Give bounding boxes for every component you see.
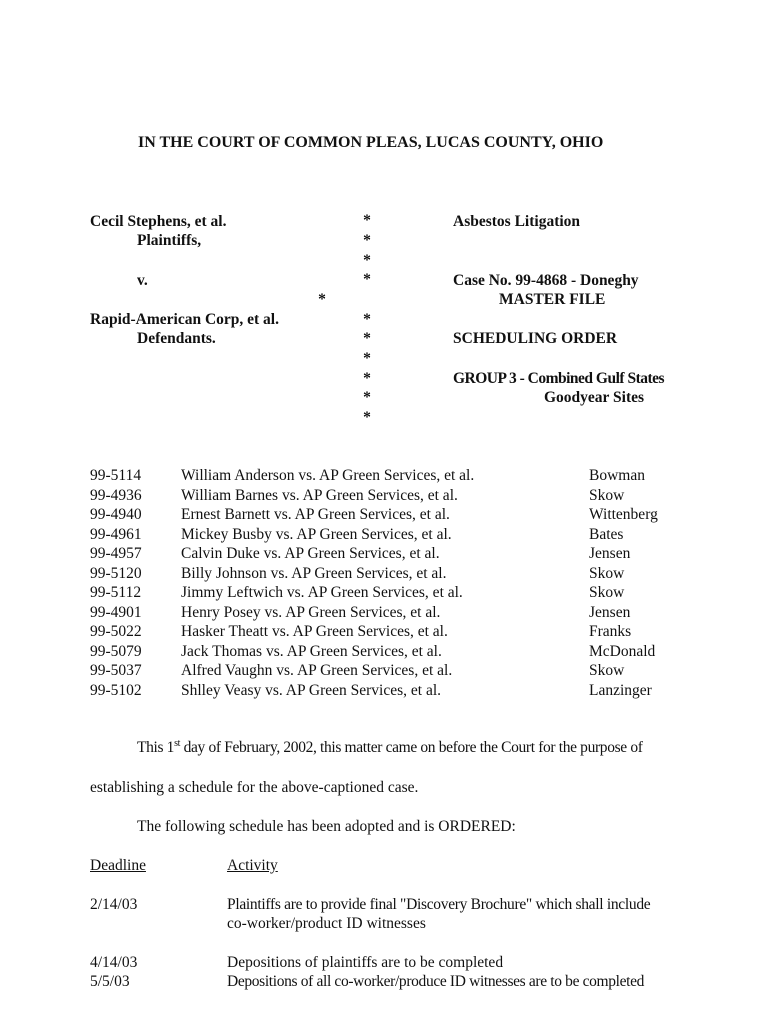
- order-paragraph-line-2: establishing a schedule for the above-captioned case.: [90, 779, 419, 796]
- case-row: [90, 682, 770, 702]
- schedule-date: 5/5/03: [90, 973, 130, 990]
- master-file-label: MASTER FILE: [499, 291, 606, 308]
- schedule-activity: Depositions of all co-worker/produce ID witnesses are to be completed: [227, 973, 645, 990]
- case-row: [90, 467, 770, 487]
- plaintiff-role: Plaintiffs,: [137, 232, 202, 249]
- case-title-cell: Ernest Barnett vs. AP Green Services, et al.: [181, 506, 450, 523]
- case-row: [90, 526, 770, 546]
- defendant-name: Rapid-American Corp, et al.: [90, 311, 279, 328]
- caption-star: *: [363, 409, 371, 426]
- caption-star: *: [363, 311, 371, 328]
- case-title-cell: Alfred Vaughn vs. AP Green Services, et al.: [181, 662, 453, 679]
- group-line-2: Goodyear Sites: [544, 389, 645, 406]
- caption-star: *: [363, 350, 371, 367]
- order-date-text: This 1: [137, 739, 175, 756]
- judge-cell: Skow: [589, 486, 625, 504]
- deadline-header: Deadline: [90, 857, 146, 874]
- versus-label: v.: [137, 272, 148, 289]
- caption-star: *: [318, 291, 326, 308]
- case-title-cell: William Barnes vs. AP Green Services, et al.: [181, 486, 458, 504]
- case-row: [90, 545, 770, 565]
- case-number-cell: 99-4957: [90, 545, 142, 562]
- case-number-cell: 99-4961: [90, 525, 142, 543]
- case-number-cell: 99-4936: [90, 486, 142, 504]
- case-number-cell: 99-4901: [90, 603, 142, 621]
- case-row: [90, 643, 770, 663]
- case-title-cell: Calvin Duke vs. AP Green Services, et al.: [181, 545, 440, 562]
- case-number-cell: 99-5102: [90, 681, 142, 699]
- case-row: [90, 487, 770, 507]
- case-title-cell: Hasker Theatt vs. AP Green Services, et al.: [181, 623, 448, 640]
- case-row: [90, 623, 770, 643]
- case-number-cell: 99-5112: [90, 584, 142, 601]
- court-title: IN THE COURT OF COMMON PLEAS, LUCAS COUNTY, OHIO: [138, 134, 604, 151]
- case-row: [90, 565, 770, 585]
- order-paragraph-line-1: [137, 739, 643, 757]
- case-title-cell: Billy Johnson vs. AP Green Services, et al.: [181, 564, 447, 582]
- judge-cell: Franks: [589, 623, 632, 640]
- caption-star: *: [363, 271, 371, 288]
- caption-star: *: [363, 232, 371, 249]
- case-row: [90, 604, 770, 624]
- case-number-cell: 99-5022: [90, 623, 142, 640]
- case-title-cell: Jack Thomas vs. AP Green Services, et al.: [181, 642, 442, 660]
- caption-star: *: [363, 252, 371, 269]
- caption-star: *: [363, 389, 371, 406]
- schedule-activity: Depositions of plaintiffs are to be completed: [227, 954, 504, 971]
- judge-cell: McDonald: [589, 642, 656, 660]
- judge-cell: Jensen: [589, 603, 631, 621]
- order-title: SCHEDULING ORDER: [453, 330, 618, 347]
- caption-star: *: [363, 370, 371, 387]
- case-title-cell: William Anderson vs. AP Green Services, et al.: [181, 467, 475, 484]
- schedule-intro: The following schedule has been adopted and is ORDERED:: [137, 818, 516, 835]
- case-number-cell: 99-5114: [90, 467, 142, 484]
- case-title-cell: Henry Posey vs. AP Green Services, et al.: [181, 603, 441, 621]
- case-title-cell: Shlley Veasy vs. AP Green Services, et al.: [181, 681, 442, 699]
- caption-star: *: [363, 330, 371, 347]
- judge-cell: Wittenberg: [589, 506, 658, 523]
- case-number-cell: 99-5079: [90, 642, 142, 660]
- group-line-1: GROUP 3 - Combined Gulf States: [453, 370, 665, 387]
- judge-cell: Skow: [589, 564, 625, 582]
- ordinal-suffix: st: [174, 738, 181, 749]
- schedule-activity: Plaintiffs are to provide final "Discovery Brochure" which shall include: [227, 896, 651, 913]
- plaintiff-name: Cecil Stephens, et al.: [90, 213, 227, 230]
- case-row: [90, 662, 770, 682]
- case-number: Case No. 99-4868 - Doneghy: [453, 272, 639, 289]
- judge-cell: Lanzinger: [589, 681, 652, 699]
- schedule-date: 2/14/03: [90, 896, 138, 913]
- judge-cell: Bates: [589, 525, 624, 543]
- schedule-date: 4/14/03: [90, 954, 138, 971]
- schedule-activity-continued: co-worker/product ID witnesses: [227, 915, 426, 932]
- case-row: [90, 506, 770, 526]
- order-paragraph-text: day of February, 2002, this matter came on before the Court for the purpose of: [180, 739, 643, 756]
- judge-cell: Jensen: [589, 545, 631, 562]
- case-number-cell: 99-5120: [90, 564, 142, 582]
- case-row: [90, 584, 770, 604]
- case-number-cell: 99-4940: [90, 506, 142, 523]
- judge-cell: Skow: [589, 662, 625, 679]
- judge-cell: Bowman: [589, 467, 645, 484]
- case-title-cell: Jimmy Leftwich vs. AP Green Services, et al.: [181, 584, 463, 601]
- case-title-cell: Mickey Busby vs. AP Green Services, et al.: [181, 525, 452, 543]
- defendant-role: Defendants.: [137, 330, 216, 347]
- litigation-label: Asbestos Litigation: [453, 213, 581, 230]
- judge-cell: Skow: [589, 584, 625, 601]
- caption-star: *: [363, 212, 371, 229]
- activity-header: Activity: [227, 857, 278, 874]
- case-number-cell: 99-5037: [90, 662, 142, 679]
